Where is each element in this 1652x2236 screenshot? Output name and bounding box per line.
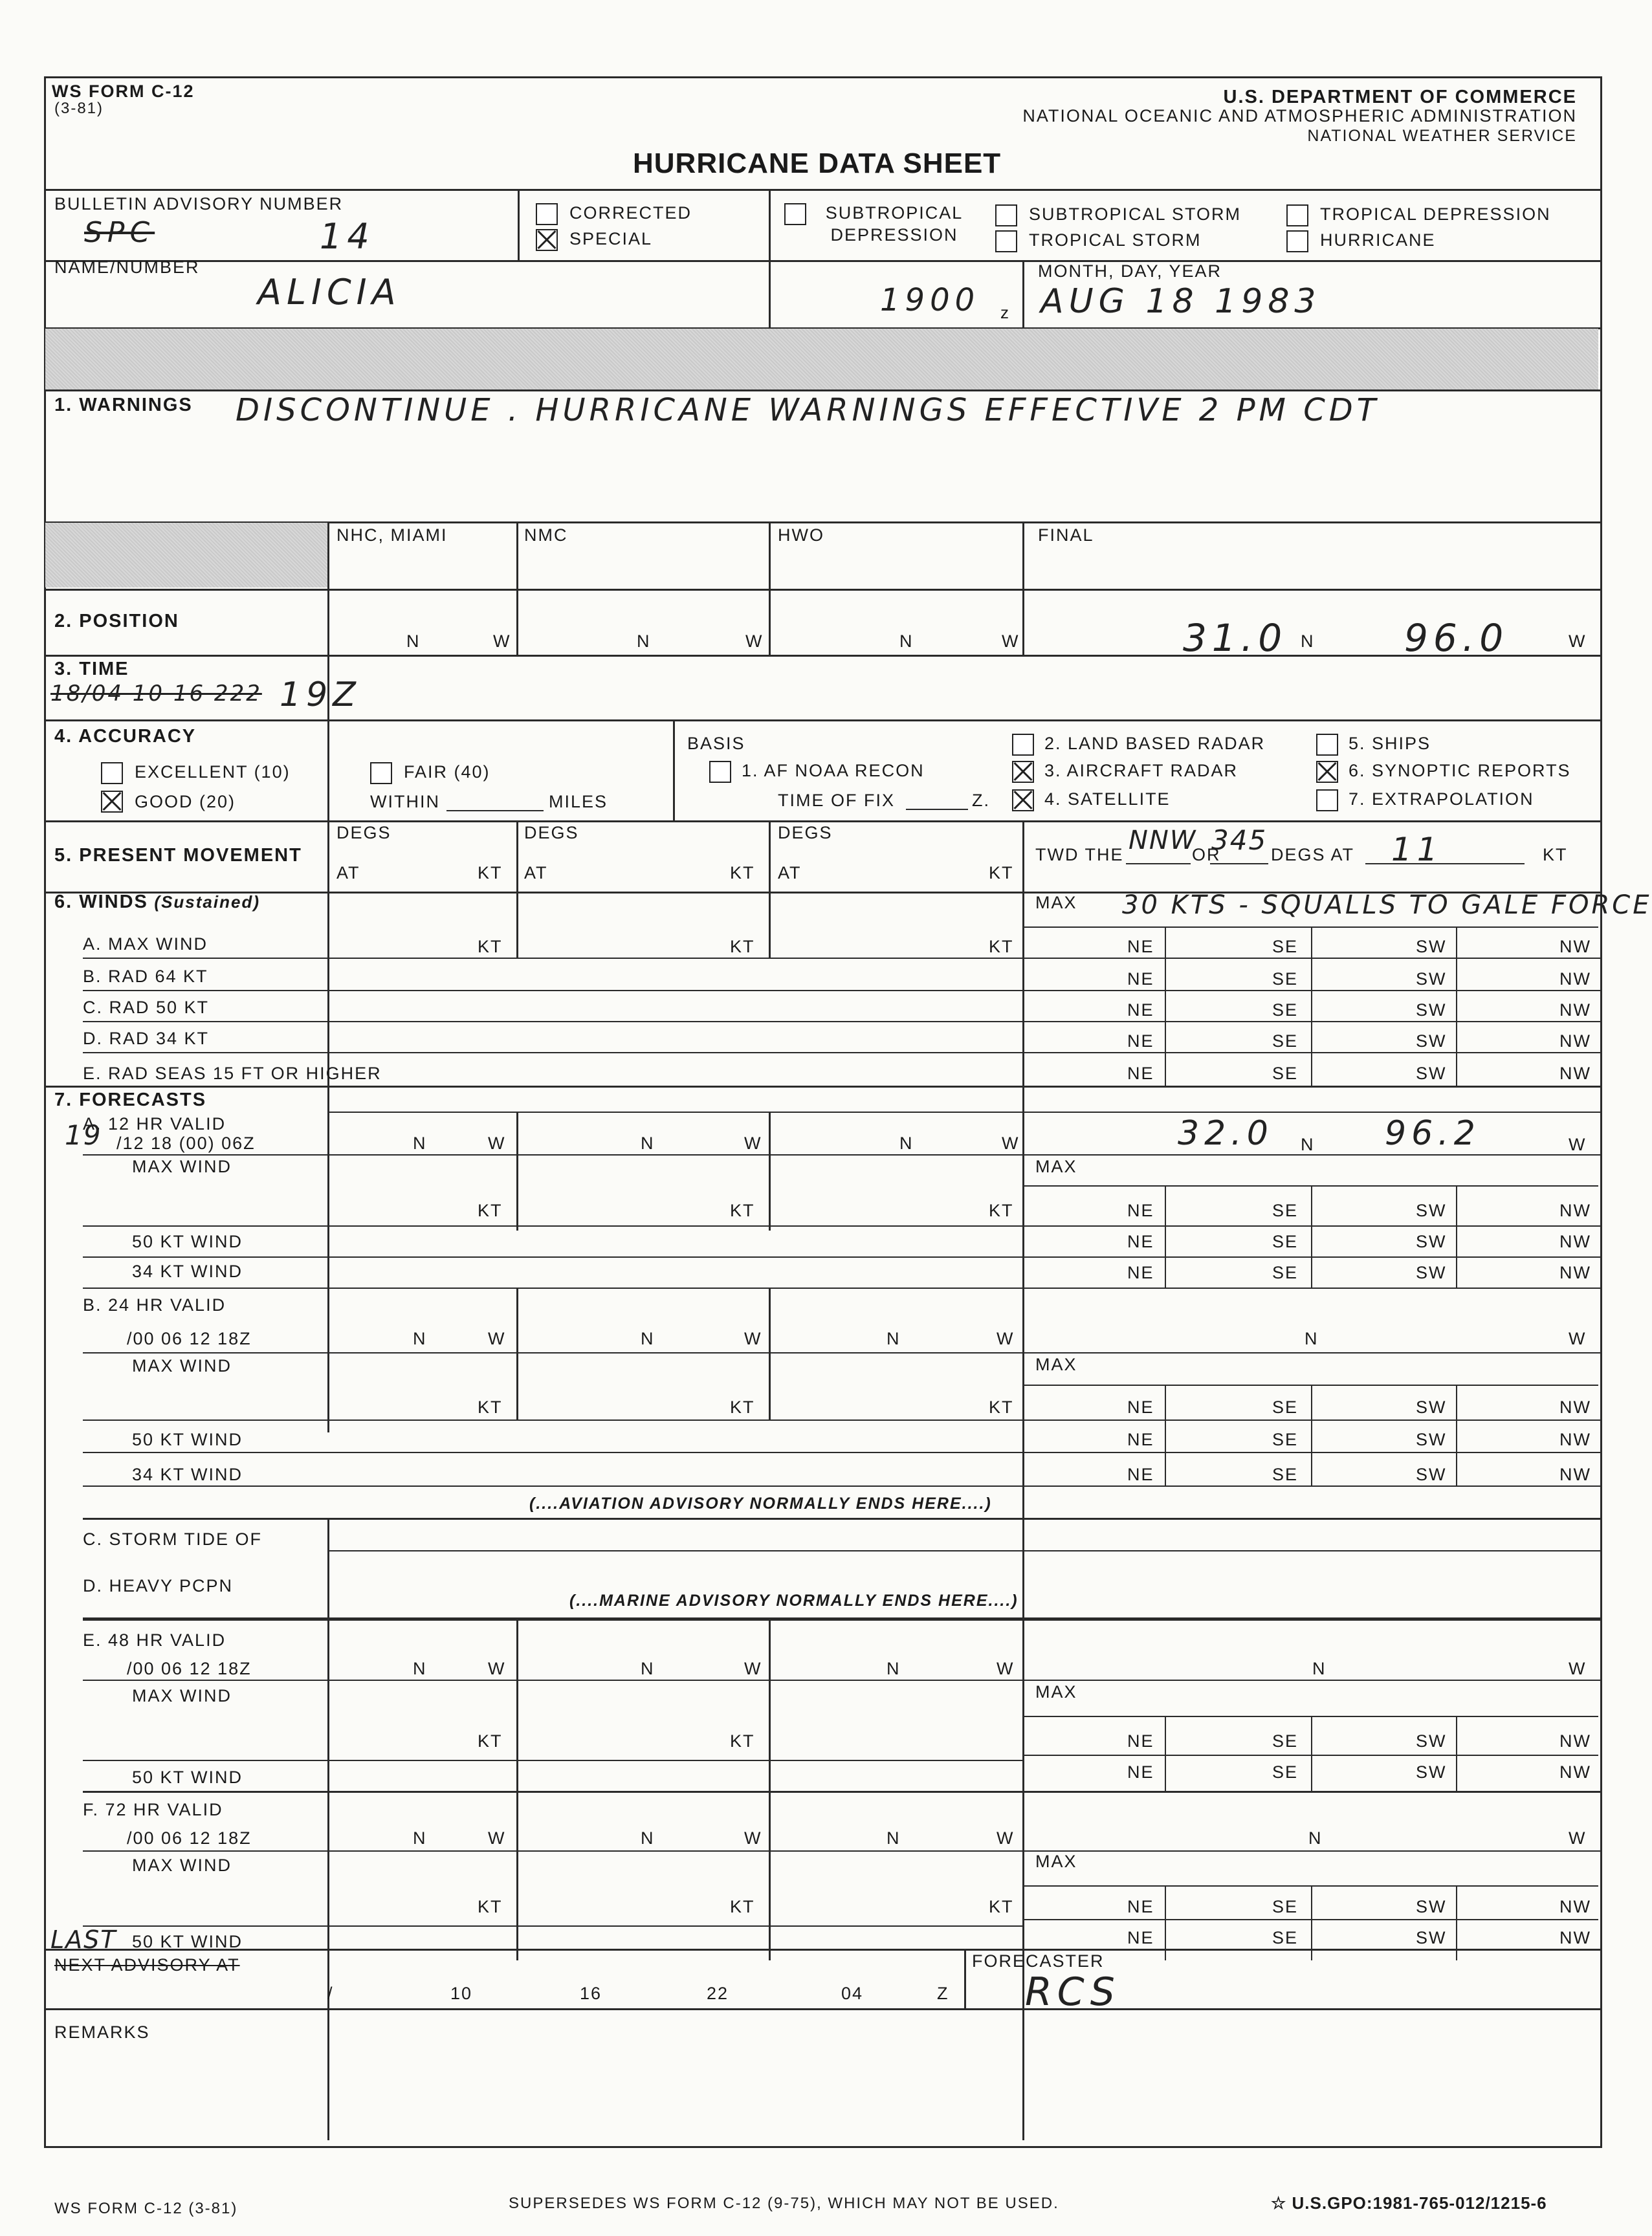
q-sw: SW [1416, 969, 1447, 989]
fc-a-maxwind: MAX WIND [132, 1157, 232, 1176]
corrected-checkbox[interactable] [536, 203, 558, 225]
fc-a-hand: 19 [65, 1119, 102, 1151]
warnings-label: 1. WARNINGS [54, 395, 193, 415]
fc-e-nhc-w: W [488, 1659, 506, 1678]
fc-f-nhc-kt: KT [478, 1897, 503, 1916]
move-nmc-at: AT [524, 863, 548, 882]
move-nhc-degs: DEGS [336, 823, 391, 842]
tropical-depression-checkbox[interactable] [1286, 204, 1308, 226]
q-ne: NE [1127, 1064, 1154, 1083]
fc-f-nmc-n: N [641, 1828, 655, 1848]
fc-a-label: A. 12 HR VALID [83, 1114, 226, 1134]
fc-e-nmc-w: W [744, 1659, 762, 1678]
wind-b-label: B. RAD 64 KT [83, 967, 208, 986]
fc-a-max: MAX [1035, 1157, 1077, 1176]
af-noaa-label: 1. AF NOAA RECON [742, 761, 925, 780]
fc-b-50kt: 50 KT WIND [132, 1430, 243, 1449]
q-se: SE [1272, 1201, 1299, 1220]
wind-c-label: C. RAD 50 KT [83, 998, 210, 1017]
time-value: 19Z [280, 675, 361, 714]
subtropical-depression-checkbox[interactable] [784, 203, 806, 225]
move-nmc-degs: DEGS [524, 823, 579, 842]
movement-label: 5. PRESENT MOVEMENT [54, 845, 302, 866]
shaded-corner [45, 523, 327, 587]
fc-e-max: MAX [1035, 1682, 1077, 1702]
fc-e-hwo-n: N [887, 1659, 901, 1678]
q-se: SE [1272, 1465, 1299, 1484]
forecaster-label: FORECASTER [972, 1951, 1105, 1971]
pos-hwo-n: N [899, 631, 914, 651]
storm-time-z: z [1000, 303, 1010, 322]
synoptic-checkbox[interactable] [1316, 761, 1338, 783]
q-sw: SW [1416, 1263, 1447, 1282]
q-nw: NW [1559, 1064, 1591, 1083]
q-nw: NW [1559, 1263, 1591, 1282]
q-ne: NE [1127, 1031, 1154, 1051]
tropical-storm-checkbox[interactable] [995, 230, 1017, 252]
fc-b-times: /00 06 12 18Z [127, 1329, 252, 1348]
movement-speed: 11 [1391, 831, 1443, 868]
fc-e-nmc-n: N [641, 1659, 655, 1678]
fc-e-final-n: N [1312, 1659, 1327, 1678]
shaded-band [45, 329, 1598, 389]
next-z: Z [937, 1984, 949, 2003]
pos-final-n: N [1301, 631, 1315, 651]
next-t22: 22 [707, 1984, 729, 2003]
service-name: NATIONAL WEATHER SERVICE [1307, 127, 1577, 145]
extrapolation-label: 7. EXTRAPOLATION [1349, 789, 1534, 809]
twd-label: TWD THE [1035, 845, 1124, 864]
fc-f-final-w: W [1569, 1828, 1587, 1848]
fc-b-hwo-w: W [997, 1329, 1015, 1348]
q-se: SE [1272, 1928, 1299, 1947]
tropical-depression-label: TROPICAL DEPRESSION [1320, 204, 1551, 224]
winds-sustained: (Sustained) [154, 892, 260, 912]
warnings-text: DISCONTINUE . HURRICANE WARNINGS EFFECTIVE 2 PM CDT [236, 392, 1380, 428]
q-sw: SW [1416, 1232, 1447, 1251]
fc-b-nhc-n: N [413, 1329, 427, 1348]
synoptic-label: 6. SYNOPTIC REPORTS [1349, 761, 1571, 780]
basis-label: BASIS [687, 734, 745, 753]
fc-e-label: E. 48 HR VALID [83, 1630, 226, 1650]
bulletin-crossed: SPC [84, 216, 155, 249]
subtropical-storm-label: SUBTROPICAL STORM [1029, 204, 1242, 224]
q-ne: NE [1127, 1465, 1154, 1484]
q-sw: SW [1416, 1064, 1447, 1083]
fc-a-times: /12 18 (00) 06Z [116, 1134, 256, 1153]
extrapolation-checkbox[interactable] [1316, 789, 1338, 811]
winds-max-text: 30 KTS - SQUALLS TO GALE FORCE [1122, 890, 1652, 920]
q-sw: SW [1416, 937, 1447, 956]
q-nw: NW [1559, 1897, 1591, 1916]
fc-b-nmc-kt: KT [730, 1398, 755, 1417]
fc-b-max: MAX [1035, 1355, 1077, 1374]
fc-a-34kt: 34 KT WIND [132, 1262, 243, 1281]
pos-nhc-w: W [493, 631, 511, 651]
position-label: 2. POSITION [54, 611, 179, 631]
q-sw: SW [1416, 1430, 1447, 1449]
fc-b-nmc-w: W [744, 1329, 762, 1348]
q-ne: NE [1127, 1398, 1154, 1417]
subtropical-storm-checkbox[interactable] [995, 204, 1017, 226]
q-ne: NE [1127, 1201, 1154, 1220]
q-se: SE [1272, 937, 1299, 956]
q-se: SE [1272, 1263, 1299, 1282]
winds-title: 6. WINDS [54, 892, 148, 912]
aviation-note: (....AVIATION ADVISORY NORMALLY ENDS HERE....) [529, 1495, 992, 1513]
fc-e-nhc-n: N [413, 1659, 427, 1678]
movement-kt: KT [1543, 845, 1568, 864]
degs-at-label: DEGS AT [1271, 845, 1355, 864]
movement-deg: 345 [1211, 824, 1268, 856]
fc-a-final-n: N [1301, 1135, 1315, 1154]
satellite-label: 4. SATELLITE [1044, 789, 1171, 809]
aircraft-radar-label: 3. AIRCRAFT RADAR [1044, 761, 1239, 780]
storm-time: 1900 [880, 282, 980, 318]
hurricane-label: HURRICANE [1320, 230, 1436, 250]
fc-b-hwo-kt: KT [989, 1398, 1014, 1417]
move-hwo-degs: DEGS [778, 823, 833, 842]
fc-a-lon: 96.2 [1385, 1114, 1481, 1153]
fc-b-maxwind: MAX WIND [132, 1356, 232, 1376]
corrected-label: CORRECTED [569, 203, 692, 223]
q-se: SE [1272, 1398, 1299, 1417]
footer-form: WS FORM C-12 (3-81) [54, 2200, 238, 2217]
move-nhc-kt: KT [478, 863, 503, 882]
fc-f-hwo-kt: KT [989, 1897, 1014, 1916]
fc-a-hwo-kt: KT [989, 1201, 1014, 1220]
q-nw: NW [1559, 1465, 1591, 1484]
q-nw: NW [1559, 1232, 1591, 1251]
q-ne: NE [1127, 1263, 1154, 1282]
fc-e-maxwind: MAX WIND [132, 1686, 232, 1705]
date-label: MONTH, DAY, YEAR [1038, 261, 1222, 281]
form-id: WS FORM C-12 [52, 82, 195, 101]
col-hwo: HWO [778, 525, 824, 545]
q-ne: NE [1127, 937, 1154, 956]
fc-b-34kt: 34 KT WIND [132, 1465, 243, 1484]
winds-max-label: MAX [1035, 893, 1077, 912]
excellent-label: EXCELLENT (10) [135, 762, 291, 782]
fc-e-nmc-kt: KT [730, 1731, 755, 1751]
q-sw: SW [1416, 1897, 1447, 1916]
marine-note: (....MARINE ADVISORY NORMALLY ENDS HERE....) [569, 1592, 1019, 1610]
footer-gpo: ☆ U.S.GPO:1981-765-012/1215-6 [1271, 2193, 1547, 2213]
fc-f-hwo-n: N [887, 1828, 901, 1848]
fair-label: FAIR (40) [404, 762, 490, 782]
next-t16: 16 [580, 1984, 602, 2003]
fc-f-nmc-kt: KT [730, 1897, 755, 1916]
movement-dir: NNW [1129, 826, 1197, 855]
storm-date: AUG 18 1983 [1041, 282, 1321, 321]
satellite-checkbox[interactable] [1012, 789, 1034, 811]
within-label: WITHIN [370, 792, 440, 811]
fc-e-final-w: W [1569, 1659, 1587, 1678]
fc-e-times: /00 06 12 18Z [127, 1659, 252, 1678]
q-sw: SW [1416, 1398, 1447, 1417]
fc-a-nhc-w: W [488, 1134, 506, 1153]
fc-a-nmc-n: N [641, 1134, 655, 1153]
fc-b-final-n: N [1305, 1329, 1319, 1348]
ships-checkbox[interactable] [1316, 734, 1338, 756]
move-nhc-at: AT [336, 863, 360, 882]
fc-f-nhc-n: N [413, 1828, 427, 1848]
storm-name: ALICIA [258, 272, 401, 312]
fc-a-final-w: W [1569, 1135, 1587, 1154]
q-sw: SW [1416, 1762, 1447, 1782]
wind-a-nmc-kt: KT [730, 937, 755, 956]
q-ne: NE [1127, 1897, 1154, 1916]
last-hand: LAST [50, 1925, 117, 1954]
fc-a-nhc-n: N [413, 1134, 427, 1153]
hurricane-checkbox[interactable] [1286, 230, 1308, 252]
remarks-label: REMARKS [54, 2022, 150, 2042]
good-checkbox[interactable] [101, 791, 123, 813]
agency-name: NATIONAL OCEANIC AND ATMOSPHERIC ADMINISTRATION [1022, 106, 1577, 126]
good-label: GOOD (20) [135, 792, 236, 811]
fc-a-hwo-n: N [899, 1134, 914, 1153]
q-se: SE [1272, 1000, 1299, 1020]
time-of-fix-z: Z. [972, 791, 990, 810]
fc-a-nmc-kt: KT [730, 1201, 755, 1220]
col-final: FINAL [1038, 525, 1094, 545]
af-noaa-checkbox[interactable] [709, 761, 731, 783]
wind-e-label: E. RAD SEAS 15 FT OR HIGHER [83, 1064, 382, 1083]
wind-d-label: D. RAD 34 KT [83, 1029, 210, 1048]
final-lat: 31.0 [1183, 616, 1288, 660]
pos-nmc-w: W [745, 631, 764, 651]
next-t04: 04 [841, 1984, 864, 2003]
fc-f-nmc-w: W [744, 1828, 762, 1848]
fc-b-label: B. 24 HR VALID [83, 1295, 226, 1315]
q-nw: NW [1559, 937, 1591, 956]
fc-b-nhc-w: W [488, 1329, 506, 1348]
forecasts-label: 7. FORECASTS [54, 1090, 207, 1110]
q-ne: NE [1127, 1928, 1154, 1947]
fc-f-50kt: 50 KT WIND [132, 1932, 243, 1951]
bulletin-number: 14 [320, 216, 375, 257]
q-sw: SW [1416, 1928, 1447, 1947]
q-sw: SW [1416, 1731, 1447, 1751]
col-nmc: NMC [524, 525, 568, 545]
fc-a-nmc-w: W [744, 1134, 762, 1153]
fc-b-hwo-n: N [887, 1329, 901, 1348]
next-slash: / [327, 1984, 334, 2003]
dept-name: U.S. DEPARTMENT OF COMMERCE [1223, 87, 1577, 107]
fc-f-maxwind: MAX WIND [132, 1856, 232, 1875]
q-nw: NW [1559, 1031, 1591, 1051]
land-radar-label: 2. LAND BASED RADAR [1044, 734, 1266, 753]
move-hwo-kt: KT [989, 863, 1014, 882]
q-se: SE [1272, 1731, 1299, 1751]
subtropical-depression-label: SUBTROPICAL DEPRESSION [825, 203, 964, 245]
fc-f-times: /00 06 12 18Z [127, 1828, 252, 1848]
bulletin-label: BULLETIN ADVISORY NUMBER [54, 194, 344, 214]
wind-a-hwo-kt: KT [989, 937, 1014, 956]
wind-a-label: A. MAX WIND [83, 934, 208, 954]
fc-b-nmc-n: N [641, 1329, 655, 1348]
col-nhc: NHC, MIAMI [336, 525, 448, 545]
next-t10: 10 [450, 1984, 473, 2003]
special-checkbox[interactable] [536, 229, 558, 251]
move-hwo-at: AT [778, 863, 802, 882]
miles-label: MILES [549, 792, 608, 811]
page-title: HURRICANE DATA SHEET [633, 148, 1002, 179]
q-se: SE [1272, 1430, 1299, 1449]
fc-f-final-n: N [1308, 1828, 1323, 1848]
q-se: SE [1272, 1232, 1299, 1251]
final-lon: 96.0 [1404, 616, 1509, 660]
q-se: SE [1272, 1031, 1299, 1051]
q-sw: SW [1416, 1031, 1447, 1051]
pos-nhc-n: N [406, 631, 421, 651]
name-label: NAME/NUMBER [54, 258, 200, 277]
aircraft-radar-checkbox[interactable] [1012, 761, 1034, 783]
pos-hwo-w: W [1002, 631, 1020, 651]
fc-a-hwo-w: W [1002, 1134, 1020, 1153]
fc-e-hwo-w: W [997, 1659, 1015, 1678]
pos-nmc-n: N [637, 631, 651, 651]
q-ne: NE [1127, 1731, 1154, 1751]
q-nw: NW [1559, 1731, 1591, 1751]
q-nw: NW [1559, 1398, 1591, 1417]
q-nw: NW [1559, 1201, 1591, 1220]
land-radar-checkbox[interactable] [1012, 734, 1034, 756]
forecaster-value: RCS [1025, 1969, 1120, 2015]
fc-d-label: D. HEAVY PCPN [83, 1576, 234, 1595]
special-label: SPECIAL [569, 229, 653, 248]
q-se: SE [1272, 1897, 1299, 1916]
tropical-storm-label: TROPICAL STORM [1029, 230, 1202, 250]
time-crossed: 18/04 10 16 222 [50, 681, 262, 707]
q-nw: NW [1559, 1430, 1591, 1449]
q-sw: SW [1416, 1000, 1447, 1020]
time-of-fix-label: TIME OF FIX [778, 791, 895, 810]
q-nw: NW [1559, 1762, 1591, 1782]
q-ne: NE [1127, 1232, 1154, 1251]
pos-final-w: W [1569, 631, 1587, 651]
q-sw: SW [1416, 1201, 1447, 1220]
time-label: 3. TIME [54, 659, 129, 679]
q-se: SE [1272, 969, 1299, 989]
q-ne: NE [1127, 1430, 1154, 1449]
move-nmc-kt: KT [730, 863, 755, 882]
footer-supersedes: SUPERSEDES WS FORM C-12 (9-75), WHICH MAY NOT BE USED. [509, 2195, 1059, 2212]
fc-e-nhc-kt: KT [478, 1731, 503, 1751]
q-nw: NW [1559, 969, 1591, 989]
ships-label: 5. SHIPS [1349, 734, 1431, 753]
fair-checkbox[interactable] [370, 762, 392, 784]
fc-a-nhc-kt: KT [478, 1201, 503, 1220]
fc-f-nhc-w: W [488, 1828, 506, 1848]
fc-b-nhc-kt: KT [478, 1398, 503, 1417]
fc-f-hwo-w: W [997, 1828, 1015, 1848]
winds-label [54, 892, 260, 913]
q-nw: NW [1559, 1000, 1591, 1020]
fc-a-50kt: 50 KT WIND [132, 1232, 243, 1251]
fc-f-max: MAX [1035, 1852, 1077, 1871]
form-date: (3-81) [54, 100, 104, 117]
fc-e-50kt: 50 KT WIND [132, 1768, 243, 1787]
fc-b-final-w: W [1569, 1329, 1587, 1348]
q-sw: SW [1416, 1465, 1447, 1484]
q-ne: NE [1127, 1762, 1154, 1782]
fc-a-lat: 32.0 [1178, 1114, 1273, 1153]
excellent-checkbox[interactable] [101, 762, 123, 784]
wind-a-nhc-kt: KT [478, 937, 503, 956]
q-ne: NE [1127, 969, 1154, 989]
q-ne: NE [1127, 1000, 1154, 1020]
accuracy-label: 4. ACCURACY [54, 726, 197, 747]
q-se: SE [1272, 1064, 1299, 1083]
fc-c-label: C. STORM TIDE OF [83, 1529, 263, 1549]
fc-f-label: F. 72 HR VALID [83, 1800, 223, 1819]
next-advisory-label: NEXT ADVISORY AT [54, 1955, 240, 1975]
q-se: SE [1272, 1762, 1299, 1782]
or-label: OR [1192, 845, 1221, 864]
q-nw: NW [1559, 1928, 1591, 1947]
